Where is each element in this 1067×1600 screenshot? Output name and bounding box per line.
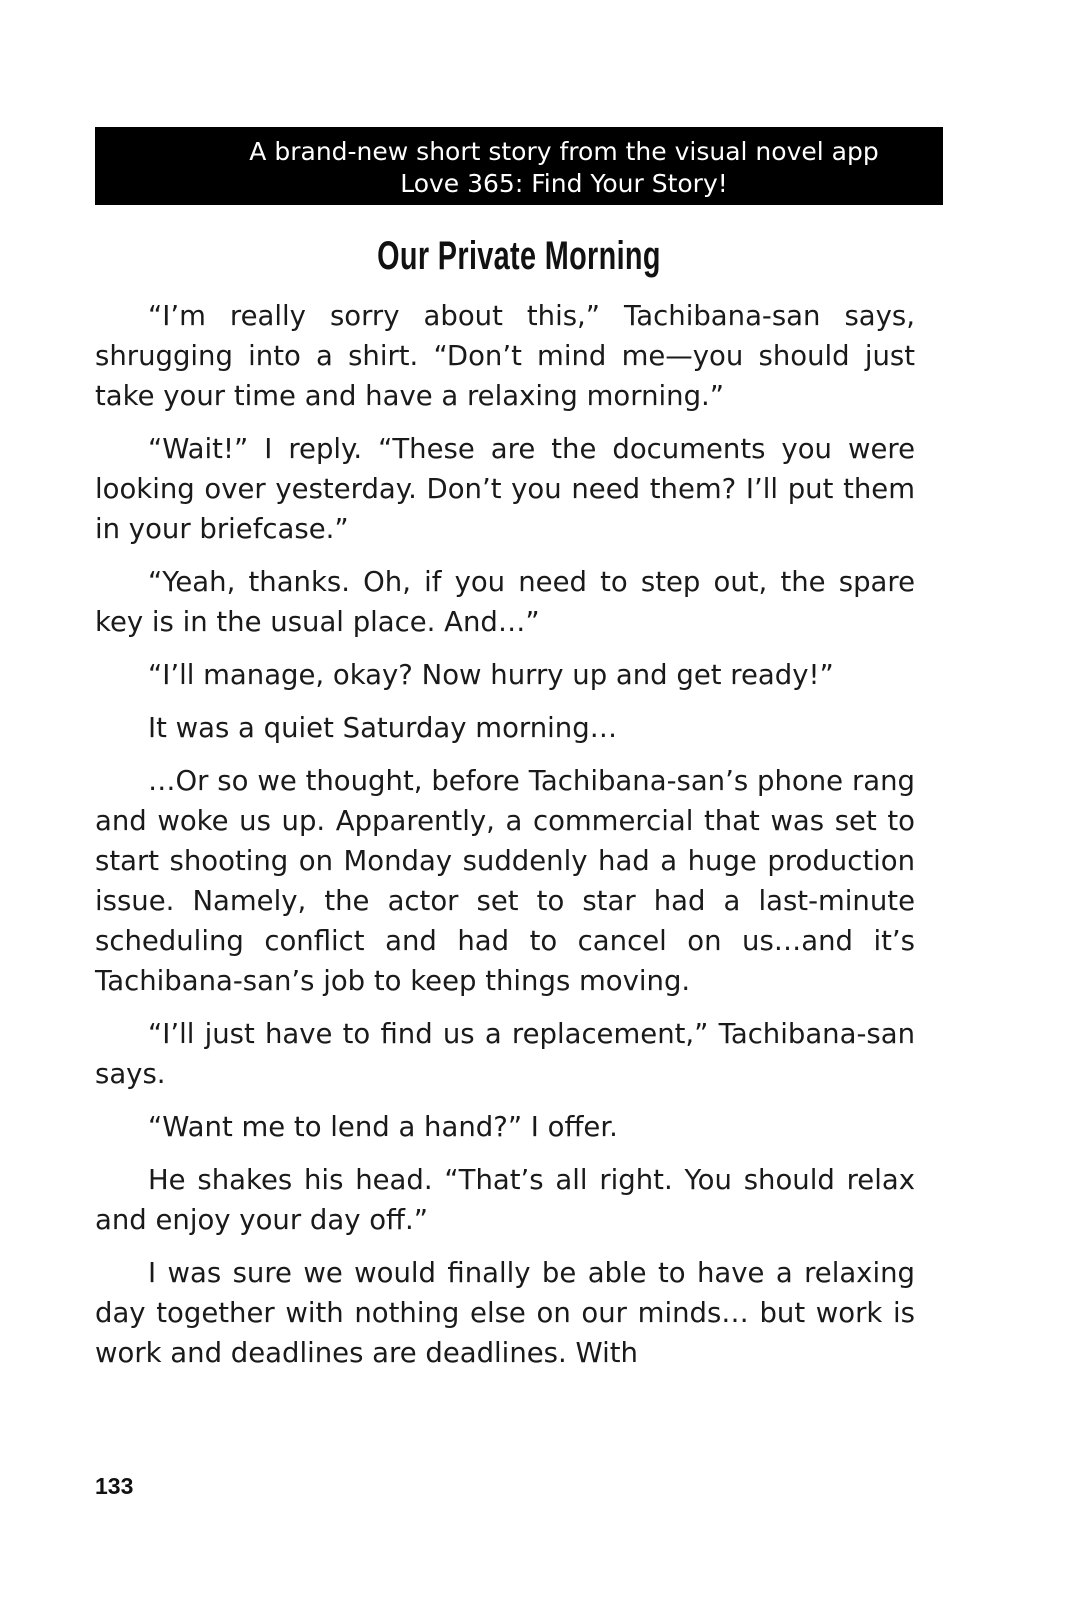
story-body: [95, 296, 915, 1386]
banner-line-2: Love 365: Find Your Story!: [400, 169, 728, 198]
paragraph: “Want me to lend a hand?” I offer.: [148, 1111, 618, 1143]
story-banner: [95, 127, 943, 205]
story-title: Our Private Morning: [377, 234, 661, 278]
paragraph: “I’m really sorry about this,” Tachibana-san says, shrugging into a shirt. “Don’t mind me—you should just take your time and have a relaxing morning.”: [95, 300, 915, 412]
paragraph: “I’ll just have to find us a replacement,” Tachibana-san says.: [95, 1018, 915, 1090]
paragraph: …Or so we thought, before Tachibana-san’s phone rang and woke us up. Apparently, a commercial that was set to start shooting on Monday suddenly had a huge production issue. Namely, the actor set to star had a last-minute scheduling conflict and had to cancel on us…and it’s Tachibana-san’s job to keep things moving.: [95, 765, 915, 997]
banner-line-1: A brand-new short story from the visual novel app: [249, 137, 879, 166]
paragraph: He shakes his head. “That’s all right. You should relax and enjoy your day off.”: [95, 1164, 915, 1236]
paragraph: “Yeah, thanks. Oh, if you need to step out, the spare key is in the usual place. And…”: [95, 566, 915, 638]
paragraph: I was sure we would finally be able to have a relaxing day together with nothing else on our minds… but work is work and deadlines are deadlines. With: [95, 1257, 915, 1369]
paragraph: “I’ll manage, okay? Now hurry up and get ready!”: [148, 659, 834, 691]
paragraph: “Wait!” I reply. “These are the documents you were looking over yesterday. Don’t you need them? I’ll put them in your briefcase.”: [95, 433, 915, 545]
paragraph: It was a quiet Saturday morning…: [148, 712, 618, 744]
page-number: 133: [95, 1473, 134, 1499]
